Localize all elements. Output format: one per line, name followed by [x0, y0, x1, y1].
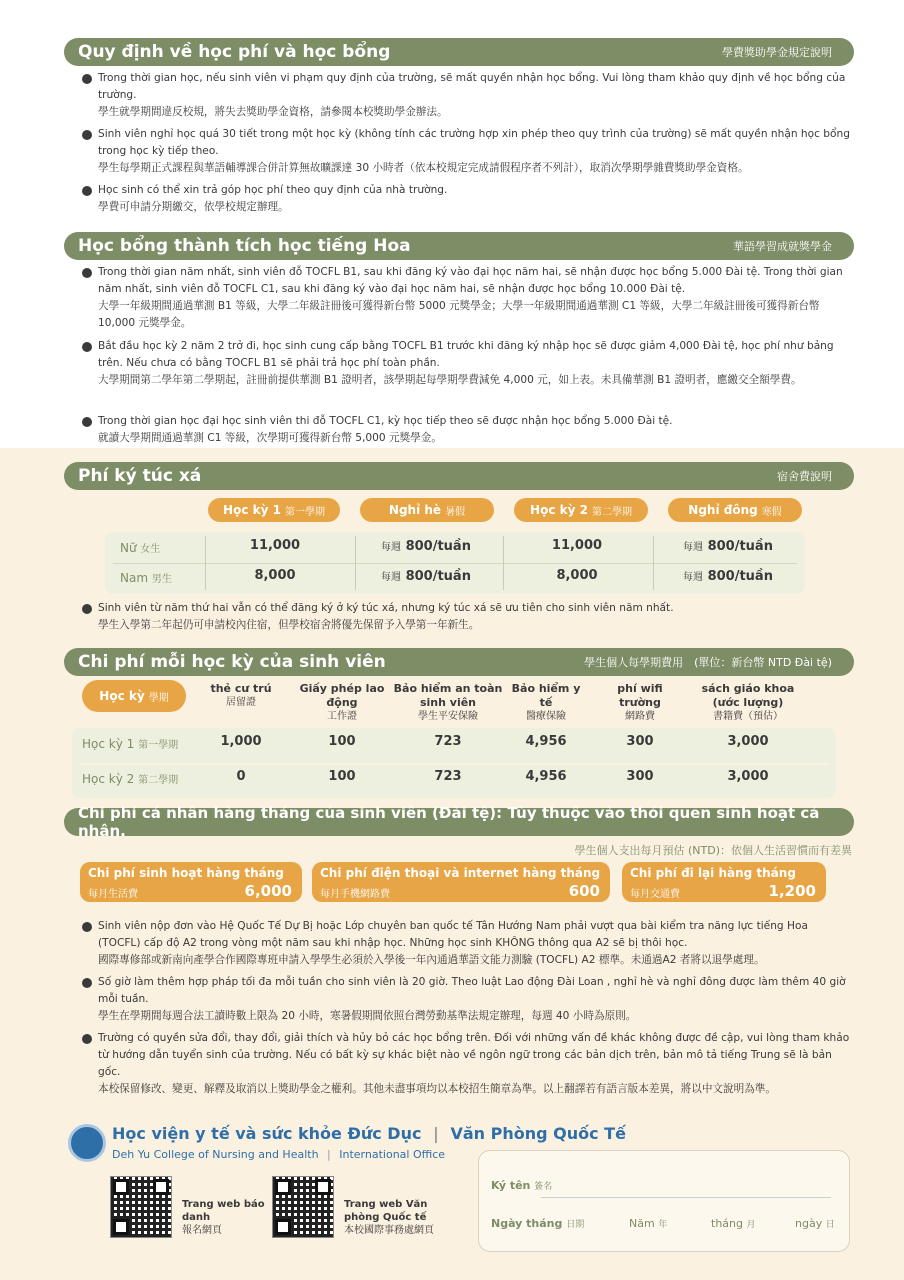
date-label-vi: Ngày tháng — [491, 1217, 563, 1230]
rule-text-zh: 學生每學期正式課程與華語輔導課合併計算無故曠課達 30 小時者（依本校規定完成請假程序者不列計），取消次學期學雜費獎助學金資格。 — [98, 162, 749, 174]
bullet-icon — [82, 342, 92, 352]
col-label-zh: 暑假 — [445, 506, 466, 518]
title-divider: | — [327, 1148, 331, 1161]
cost-row-label — [82, 736, 178, 751]
card-label-zh: 每月手機網路費 — [320, 889, 390, 900]
signature-label-vi: Ký tên — [491, 1179, 531, 1192]
cost-row-label — [82, 771, 178, 786]
section-title: Chi phí mỗi học kỳ của sinh viên — [78, 652, 386, 672]
qr-label-zh: 報名網頁 — [182, 1225, 222, 1236]
section-subtitle: 學費獎助學金規定說明 — [722, 46, 832, 59]
card-label-vi: Chi phí đi lại hàng tháng — [630, 866, 796, 880]
note-text-zh: 學生在學期間每週合法工讀時數上限為 20 小時，寒暑假期間依照台灣勞動基準法規定辦理，每週 40 小時為原則。 — [98, 1010, 637, 1022]
row-label-zh: 女生 — [140, 544, 161, 555]
cost-cell: 4,956 — [525, 769, 567, 784]
bullet-icon — [82, 74, 92, 84]
title-divider: | — [433, 1124, 439, 1143]
month-label-zh: 月 — [746, 1220, 756, 1230]
bullet-icon — [82, 186, 92, 196]
signature-box — [478, 1150, 850, 1252]
col-divider — [205, 536, 206, 590]
card-label-zh: 每月生活費 — [88, 889, 138, 900]
row-label-vi: Học kỳ 1 — [82, 737, 135, 751]
col-label-vi: Nghỉ đông — [688, 503, 758, 517]
dorm-col-winter — [668, 498, 802, 522]
date-label — [491, 1217, 584, 1230]
card-label-vi: Chi phí sinh hoạt hàng tháng — [88, 866, 284, 880]
per-week-zh: 每週 — [683, 542, 704, 553]
rule-text-zh: 學費可申請分期繳交，依學校規定辦理。 — [98, 201, 289, 213]
dorm-col-summer — [360, 498, 494, 522]
col-label-vi: Học kỳ 2 — [530, 503, 588, 517]
per-week-zh: 每週 — [381, 542, 402, 553]
cost-header — [506, 682, 586, 724]
per-week-zh: 每週 — [683, 572, 704, 583]
signature-label — [491, 1179, 552, 1192]
rule-text-vi: Sinh viên nghỉ học quá 30 tiết trong một học kỳ (không tính các trường hợp xin phép theo quy trình của trường) sẽ mất quyền nhận học bổng trong học kỳ tiếp theo. — [98, 128, 850, 157]
year-label — [629, 1217, 667, 1230]
section-title: Chi phí cá nhân hàng tháng của sinh viên (Đài tệ): Tùy thuộc vào thói quen sinh hoạt cá nhân. — [78, 804, 820, 840]
monthly-card-living — [80, 862, 302, 902]
monthly-note — [82, 974, 850, 1025]
dorm-row-male-label — [120, 570, 172, 585]
header-zh: 居留證 — [226, 697, 256, 708]
signature-label-zh: 簽名 — [534, 1182, 553, 1192]
monthly-note — [82, 918, 850, 969]
college-name-line — [112, 1124, 626, 1143]
row-divider — [113, 563, 797, 564]
card-value: 600 — [568, 882, 600, 900]
day-label-vi: ngày — [795, 1217, 823, 1230]
scholarship-text-zh: 大學期間第二學年第二學期起，註冊前提供華測 B1 證明者，該學期起每學期學費減免 4,000 元，如上表。未具備華測 B1 證明者，應繳交全額學費。 — [98, 374, 802, 386]
qr-corner — [113, 1219, 129, 1235]
qr-label-vi: Trang web Văn phòng Quốc tế — [344, 1199, 428, 1223]
row-label-zh: 第一學期 — [138, 740, 179, 751]
cost-header — [690, 682, 806, 724]
qr-corner — [275, 1219, 291, 1235]
section-bar-scholarship-rules — [64, 38, 854, 66]
rule-text-zh: 學生就學期間違反校規，將失去獎助學金資格，請參閱本校獎助學金辦法。 — [98, 106, 448, 118]
dorm-cell: 8,000 — [556, 568, 598, 583]
col-divider — [653, 536, 654, 590]
rule-item — [82, 182, 850, 216]
section-subtitle: 學生個人每學期費用 (單位：新台幣 NTD Đài tệ) — [584, 656, 832, 669]
cost-cell: 100 — [328, 769, 356, 784]
qr-label-vi: Trang web báo danh — [182, 1199, 265, 1223]
dorm-cell: 11,000 — [551, 538, 603, 553]
card-label-vi: Chi phí điện thoại và internet hàng tháng — [320, 866, 601, 880]
note-text-zh: 本校保留修改、變更、解釋及取消以上獎助學金之權利。其他未盡事項均以本校招生簡章為準。以上翻譯若有語言版本差異，將以中文說明為準。 — [98, 1083, 776, 1095]
dorm-value: 800/tuần — [707, 539, 773, 554]
col-divider — [503, 536, 504, 590]
monthly-subtitle: 學生個人支出每月預估 (NTD)：依個人生活習慣而有差異 — [574, 844, 852, 857]
scholarship-item — [82, 338, 850, 389]
monthly-note — [82, 1030, 850, 1098]
note-text-vi: Trường có quyền sửa đổi, thay đổi, giải thích và hủy bỏ các học bổng trên. Đối với những vấn đề khác không được đề cập, vui lòng tham khảo từ hướng dẫn tuyển sinh của trường. Nếu có bất kỳ sự khác biệt nào về ngôn ngữ trong các bản dịch trên, bản mô tả tiếng Trung sẽ là bản gốc. — [98, 1032, 850, 1078]
row-label-zh: 男生 — [151, 574, 172, 585]
cost-cell: 723 — [434, 769, 462, 784]
dorm-note-zh: 學生入學第二年起仍可申請校內住宿，但學校宿舍將優先保留予入學第一年新生。 — [98, 619, 480, 631]
day-label-zh: 日 — [825, 1220, 835, 1230]
dorm-cell — [356, 538, 496, 554]
dorm-cell — [356, 568, 496, 584]
note-text-vi: Số giờ làm thêm hợp pháp tối đa mỗi tuần cho sinh viên là 20 giờ. Theo luật Lao động Đài Loan , nghỉ hè và nghỉ đông được làm thêm 40 giờ mỗi tuần. — [98, 976, 846, 1005]
college-name-vi: Học viện y tế và sức khỏe Đức Dục — [112, 1124, 422, 1143]
cost-cell: 100 — [328, 734, 356, 749]
section-title: Học bổng thành tích học tiếng Hoa — [78, 236, 411, 256]
cost-cell: 4,956 — [525, 734, 567, 749]
section-title: Phí ký túc xá — [78, 466, 202, 486]
card-value: 6,000 — [244, 882, 292, 900]
card-label-zh: 每月交通費 — [630, 889, 680, 900]
section-subtitle: 宿舍費說明 — [777, 470, 832, 483]
cost-cell: 1,000 — [220, 734, 262, 749]
cost-header — [298, 682, 386, 724]
col-label-vi: Học kỳ 1 — [223, 503, 281, 517]
qr-code-registration[interactable] — [110, 1176, 172, 1238]
bullet-icon — [82, 922, 92, 932]
signature-line[interactable] — [541, 1197, 831, 1198]
college-name-en-line — [112, 1148, 445, 1161]
dorm-row-female-label — [120, 540, 160, 555]
rule-item — [82, 70, 850, 121]
semester-pill — [82, 680, 186, 712]
qr-code-international-office[interactable] — [272, 1176, 334, 1238]
cost-cell: 3,000 — [727, 769, 769, 784]
dorm-note-vi: Sinh viên từ năm thứ hai vẫn có thể đăng ký ở ký túc xá, nhưng ký túc xá sẽ ưu tiên cho sinh viên năm nhất. — [98, 602, 674, 614]
rule-text-vi: Trong thời gian học, nếu sinh viên vi phạm quy định của trường, sẽ mất quyền nhận học bổng. Vui lòng tham khảo quy định về học bổng của trường. — [98, 72, 846, 101]
monthly-card-transport — [622, 862, 826, 902]
pill-label-zh: 學期 — [148, 692, 169, 704]
header-zh: 學生平安保險 — [418, 711, 478, 722]
pill-label-vi: Học kỳ — [99, 689, 145, 703]
col-label-zh: 第二學期 — [591, 506, 632, 518]
bullet-icon — [82, 604, 92, 614]
header-vi: thẻ cư trú — [210, 682, 272, 695]
section-bar-semester-costs — [64, 648, 854, 676]
year-label-zh: 年 — [658, 1220, 668, 1230]
cost-cell: 0 — [236, 769, 246, 784]
section-title: Quy định về học phí và học bổng — [78, 42, 391, 62]
scholarship-text-vi: Trong thời gian học đại học sinh viên thi đỗ TOCFL C1, kỳ học tiếp theo sẽ được nhận học bổng 5.000 Đài tệ. — [98, 415, 673, 427]
qr-label-zh: 本校國際事務處網頁 — [344, 1225, 434, 1236]
cost-header — [196, 682, 286, 710]
header-zh: 網路費 — [625, 711, 655, 722]
dorm-col-sem1 — [208, 498, 340, 522]
scholarship-text-zh: 大學一年級期間通過華測 B1 等級，大學二年級註冊後可獲得新台幣 5000 元獎學金；大學一年級期間通過華測 C1 等級，大學二年級註冊後可獲得新台幣 10,000 元獎學金。 — [98, 300, 820, 329]
qr-corner — [315, 1179, 331, 1195]
dorm-value: 800/tuần — [707, 569, 773, 584]
qr-label-international-office — [344, 1198, 464, 1237]
header-vi: Bảo hiểm an toàn sinh viên — [393, 682, 503, 709]
cost-header — [600, 682, 680, 724]
dorm-cell — [658, 538, 798, 554]
dorm-note — [82, 600, 850, 634]
college-name-en: Deh Yu College of Nursing and Health — [112, 1148, 319, 1161]
cost-cell: 300 — [626, 769, 654, 784]
scholarship-text-vi: Bắt đầu học kỳ 2 năm 2 trở đi, học sinh cung cấp bằng TOCFL B1 trước khi đăng ký nhập học sẽ được giảm 4,000 Đài tệ, học phí như bảng trên. Nếu chưa có bằng TOCFL B1 sẽ phải trả học phí toàn phần. — [98, 340, 834, 369]
qr-corner — [113, 1179, 129, 1195]
qr-corner — [153, 1179, 169, 1195]
dorm-cell: 11,000 — [249, 538, 301, 553]
day-label — [795, 1217, 835, 1230]
row-divider — [80, 763, 828, 765]
rule-text-vi: Học sinh có thể xin trả góp học phí theo quy định của nhà trường. — [98, 184, 448, 196]
bullet-icon — [82, 417, 92, 427]
section-bar-monthly — [64, 804, 854, 840]
row-label-vi: Học kỳ 2 — [82, 772, 135, 786]
dorm-col-sem2 — [514, 498, 648, 522]
bullet-icon — [82, 1034, 92, 1044]
qr-corner — [275, 1179, 291, 1195]
header-zh: 醫療保險 — [526, 711, 566, 722]
office-name-vi: Văn Phòng Quốc Tế — [450, 1124, 626, 1143]
col-label-zh: 第一學期 — [284, 506, 325, 518]
rule-item — [82, 126, 850, 177]
scholarship-text-vi: Trong thời gian năm nhất, sinh viên đỗ TOCFL B1, sau khi đăng ký vào đại học năm hai, sẽ nhận được học bổng 5.000 Đài tệ. Trong thời gian năm nhất, sinh viên đỗ TOCFL C1, sau khi đăng ký vào đại học năm hai, sẽ nhận được học bổng 10.000 Đài tệ. — [98, 266, 843, 295]
dorm-cell: 8,000 — [254, 568, 296, 583]
cost-cell: 723 — [434, 734, 462, 749]
scholarship-text-zh: 就讀大學期間通過華測 C1 等級，次學期可獲得新台幣 5,000 元獎學金。 — [98, 432, 442, 444]
note-text-zh: 國際專修部或新南向產學合作國際專班申請入學學生必須於入學後一年內通過華語文能力測驗 (TOCFL) A2 標準。未通過A2 者將以退學處理。 — [98, 954, 765, 966]
header-vi: Bảo hiểm y tế — [511, 682, 581, 709]
row-label-vi: Nam — [120, 571, 149, 585]
col-label-vi: Nghỉ hè — [388, 503, 442, 517]
month-label-vi: tháng — [711, 1217, 743, 1230]
card-value: 1,200 — [768, 882, 816, 900]
per-week-zh: 每週 — [381, 572, 402, 583]
scholarship-item — [82, 413, 850, 447]
section-subtitle: 華語學習成就獎學金 — [733, 240, 832, 253]
bullet-icon — [82, 978, 92, 988]
section-bar-chinese-scholarship — [64, 232, 854, 260]
cost-header — [392, 682, 504, 724]
monthly-card-phone — [312, 862, 610, 902]
college-logo-icon — [68, 1124, 106, 1162]
cost-cell: 300 — [626, 734, 654, 749]
cost-cell: 3,000 — [727, 734, 769, 749]
note-text-vi: Sinh viên nộp đơn vào Hệ Quốc Tế Dự Bị hoặc Lớp chuyên ban quốc tế Tân Hướng Nam phải vượt qua bài kiểm tra năng lực tiếng Hoa (TOCFL) cấp độ A2 trong vòng một năm sau khi nhập học. Những học sinh KHÔNG thông qua A2 sẽ bị thôi học. — [98, 920, 808, 949]
date-label-zh: 日期 — [566, 1220, 585, 1230]
header-vi: Giấy phép lao động — [299, 682, 385, 709]
bullet-icon — [82, 268, 92, 278]
section-bar-dorm — [64, 462, 854, 490]
header-vi: sách giáo khoa (ước lượng) — [701, 682, 795, 709]
year-label-vi: Năm — [629, 1217, 655, 1230]
qr-label-registration — [182, 1198, 272, 1237]
col-label-zh: 寒假 — [761, 506, 782, 518]
office-name-en: International Office — [339, 1148, 446, 1161]
dorm-value: 800/tuần — [405, 569, 471, 584]
dorm-cell — [658, 568, 798, 584]
row-label-vi: Nữ — [120, 541, 137, 555]
header-zh: 工作證 — [327, 711, 357, 722]
row-label-zh: 第二學期 — [138, 775, 179, 786]
bullet-icon — [82, 130, 92, 140]
header-zh: 書籍費（預估） — [713, 711, 783, 722]
dorm-value: 800/tuần — [405, 539, 471, 554]
header-vi: phí wifi trường — [617, 682, 663, 709]
scholarship-item — [82, 264, 850, 332]
month-label — [711, 1217, 756, 1230]
